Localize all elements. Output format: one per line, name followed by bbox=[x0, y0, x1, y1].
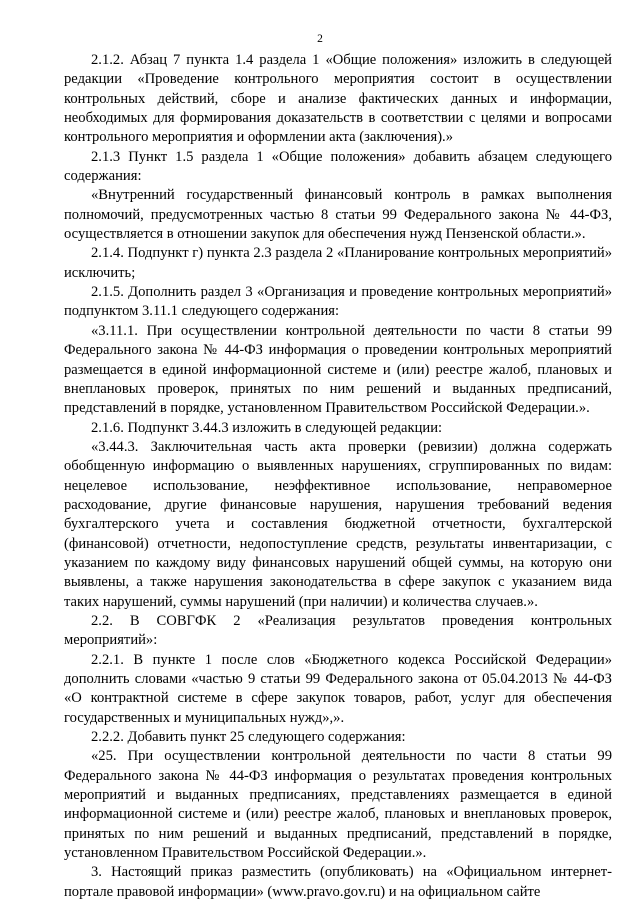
paragraph-2-1-2: 2.1.2. Абзац 7 пункта 1.4 раздела 1 «Общие положения» изложить в следующей редакции «Проведение контрольного мероприятия состоит в осуществлении контрольных действий, сборе и анализе фактических данных и информации, необходимых для формирования доказательств в соответствии с целями и вопросами контрольного мероприятия и оформлении акта (заключения).» bbox=[64, 52, 612, 146]
paragraph-2-1-4: 2.1.4. Подпункт г) пункта 2.3 раздела 2 «Планирование контрольных мероприятий» исключить; bbox=[64, 245, 612, 281]
paragraph-2-2-2: 2.2.2. Добавить пункт 25 следующего содержания: bbox=[91, 729, 406, 746]
document-body bbox=[64, 51, 612, 902]
paragraph-2-1-3-quote: «Внутренний государственный финансовый контроль в рамках выполнения полномочий, предусмотренных частью 8 статьи 99 Федерального закона № 44-ФЗ, осуществляется в отношении закупок для обеспечения нужд Пензенской области.». bbox=[64, 187, 612, 243]
paragraph-3-11-1-quote: «3.11.1. При осуществлении контрольной деятельности по части 8 статьи 99 Федерального закона № 44-ФЗ информация о проведении контрольных мероприятий размещается в единой информационной системе и (или) реестре жалоб, плановых и внеплановых проверок, принятых по ним решений и выданных предписаний, представлений в порядке, установленном Правительством Российской Федерации.». bbox=[64, 322, 612, 417]
paragraph-2-2: 2.2. В СОВГФК 2 «Реализация результатов проведения контрольных мероприятий»: bbox=[64, 612, 612, 649]
paragraph-25-quote: «25. При осуществлении контрольной деятельности по части 8 статьи 99 Федерального закона № 44-ФЗ информация о результатах проведения контрольных мероприятий и выданных предписаниях, представлениях размещается в единой информационной системе и (или) реестре жалоб, плановых и внеплановых проверок, принятых по ним решений и выданных предписаний, представлений в порядке, установленном Правительством Российской Федерации.». bbox=[64, 748, 612, 862]
paragraph-3: 3. Настоящий приказ разместить (опубликовать) на «Официальном интернет-портале правовой информации» (www.pravo.gov.ru) и на официальном сайте bbox=[64, 864, 612, 900]
paragraph-3-44-3-quote: «3.44.3. Заключительная часть акта проверки (ревизии) должна содержать обобщенную информацию о выявленных нарушениях, сгруппированных по видам: нецелевое использование, неэффективное использование, неправомерное расходование, другие финансовые нарушения, нарушения требований ведения бухгалтерского учета и составления бюджетной отчетности, бухгалтерской (финансовой) отчетности, недопоступление средств, результаты инвентаризации, с указанием по каждому виду финансовых нарушений общей суммы, на которую они выявлены, а также нарушения законодательства в сфере закупок с указанием вида таких нарушений, суммы нарушений (при наличии) и количества случаев.». bbox=[64, 438, 612, 610]
paragraph-2-1-5: 2.1.5. Дополнить раздел 3 «Организация и проведение контрольных мероприятий» подпунктом 3.11.1 следующего содержания: bbox=[64, 284, 612, 320]
paragraph-2-1-3: 2.1.3 Пункт 1.5 раздела 1 «Общие положения» добавить абзацем следующего содержания: bbox=[64, 148, 612, 185]
page-number: 2 bbox=[317, 33, 323, 45]
paragraph-2-1-6: 2.1.6. Подпункт 3.44.3 изложить в следующей редакции: bbox=[91, 419, 443, 436]
paragraph-2-2-1: 2.2.1. В пункте 1 после слов «Бюджетного кодекса Российской Федерации» дополнить словами «частью 9 статьи 99 Федерального закона от 05.04.2013 № 44-ФЗ «О контрактной системе в сфере закупок товаров, работ, услуг для обеспечения государственных и муниципальных нужд»,». bbox=[64, 651, 612, 726]
